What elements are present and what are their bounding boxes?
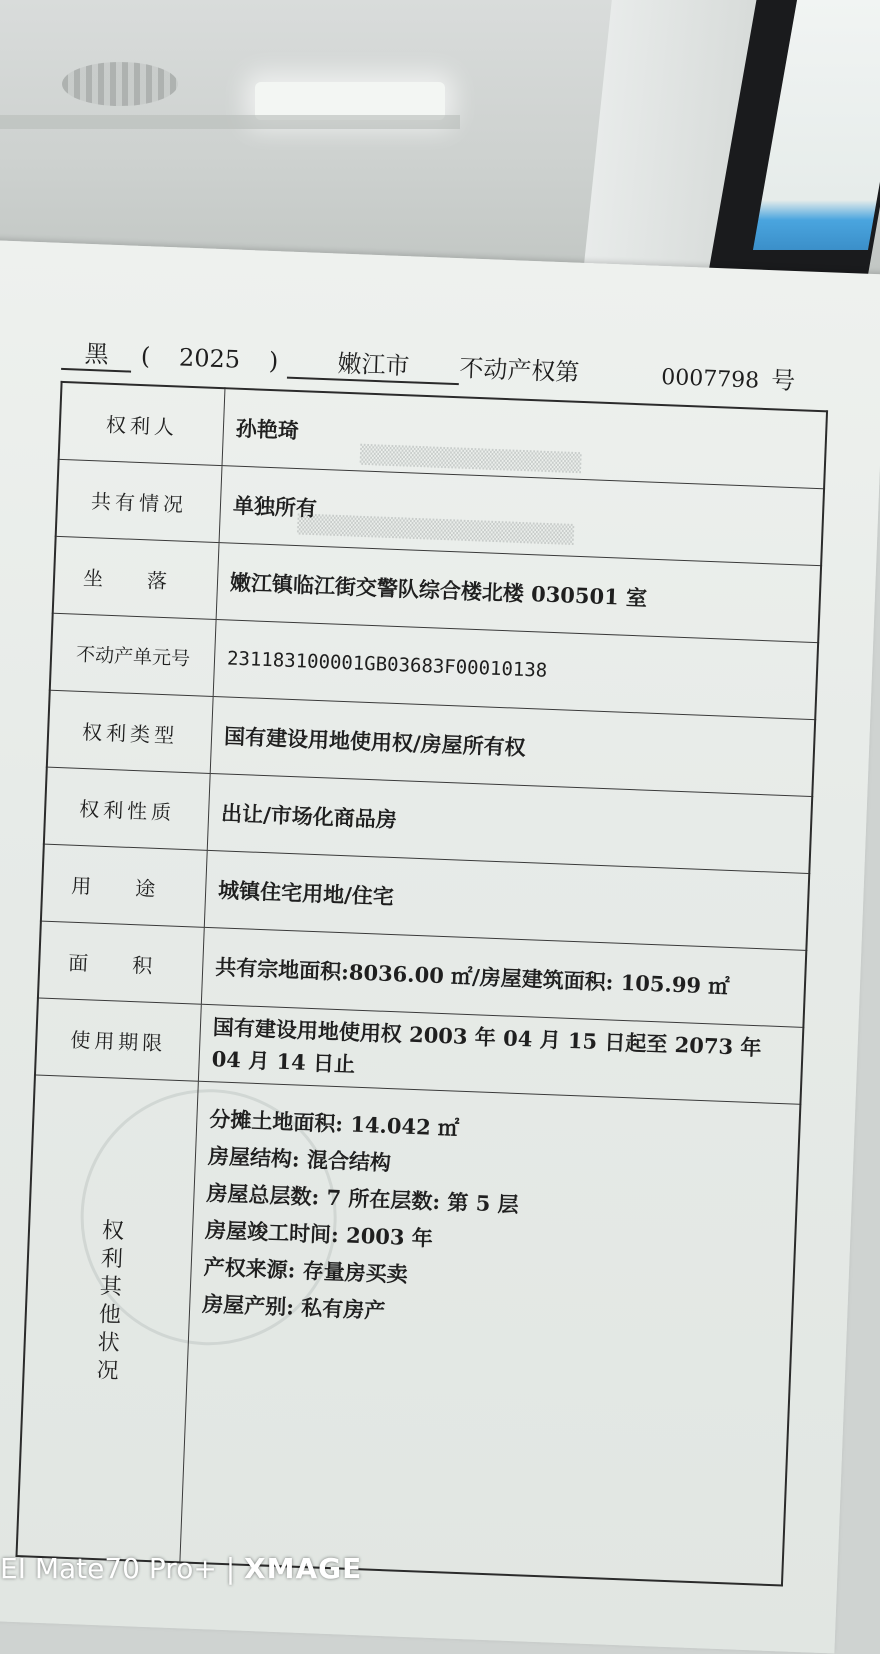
paren-open: ( — [140, 341, 151, 371]
camera-brand: XMAGE — [244, 1552, 363, 1585]
property-certificate-page — [0, 240, 880, 1654]
camera-watermark — [0, 1552, 362, 1585]
owner-value: 孙艳琦 — [222, 388, 827, 489]
row-label: 用途 — [41, 844, 207, 927]
right-type-value: 国有建设用地使用权/房屋所有权 — [210, 696, 815, 796]
row-label: 权利性质 — [44, 767, 210, 850]
certificate-title: 不动产权第 — [458, 354, 580, 387]
usage-value: 城镇住宅用地/住宅 — [204, 850, 809, 950]
co-ownership-value: 单独所有 — [219, 466, 824, 566]
other-line: 产权来源: 存量房买卖 — [203, 1254, 409, 1287]
other-details — [180, 1081, 801, 1585]
row-label: 使用期限 — [35, 998, 201, 1081]
row-label: 共有情况 — [56, 459, 222, 542]
location-value: 嫩江镇临江街交警队综合楼北楼 030501 室 — [216, 543, 821, 643]
faint-stamp-text: ▒▒▒▒▒▒▒▒▒▒▒▒▒▒▒▒▒▒▒▒ — [296, 514, 575, 546]
row-label: 不动产单元号 — [50, 613, 216, 696]
faint-stamp-text: ▒▒▒▒▒▒▒▒▒▒▒▒▒▒▒▒ — [359, 444, 582, 474]
unit-number-value: 231183100001GB03683F00010138 — [213, 620, 818, 720]
certificate-number: 0007798 — [660, 364, 760, 394]
device-name: EI Mate70 Pro+ — [0, 1552, 217, 1585]
other-label-cell — [17, 1075, 199, 1562]
row-label: 面积 — [38, 921, 204, 1004]
other-line: 分摊土地面积: 14.042 ㎡ — [208, 1106, 460, 1141]
row-label: 权利类型 — [47, 690, 213, 773]
ceiling-vent — [62, 62, 178, 106]
property-rights-table — [15, 381, 828, 1587]
other-line: 房屋结构: 混合结构 — [207, 1143, 392, 1176]
row-label: 权利人 — [59, 382, 225, 466]
certificate-year: 2025 — [178, 343, 241, 374]
province-abbr: 黑 — [61, 333, 132, 373]
certificate-city: 嫩江市 — [287, 342, 460, 386]
certificate-suffix: 号 — [770, 366, 796, 396]
area-value: 共有宗地面积:8036.00 ㎡/房屋建筑面积: 105.99 ㎡ — [201, 927, 806, 1027]
other-line: 房屋产别: 私有房产 — [201, 1291, 386, 1324]
table-row-other — [17, 1075, 801, 1586]
other-line: 房屋竣工时间: 2003 年 — [204, 1217, 434, 1251]
right-nature-value: 出让/市场化商品房 — [207, 773, 812, 873]
watermark-separator: | — [225, 1552, 236, 1585]
paren-close: ) — [268, 346, 279, 376]
row-label: 坐落 — [53, 536, 219, 619]
term-value: 国有建设用地使用权 2003 年 04 月 15 日起至 2073 年 04 月 14 日止 — [198, 1004, 803, 1104]
row-label: 权利其他状况 — [92, 1217, 125, 1387]
ceiling-beam — [0, 115, 460, 129]
other-line: 房屋总层数: 7 所在层数: 第 5 层 — [206, 1180, 520, 1218]
